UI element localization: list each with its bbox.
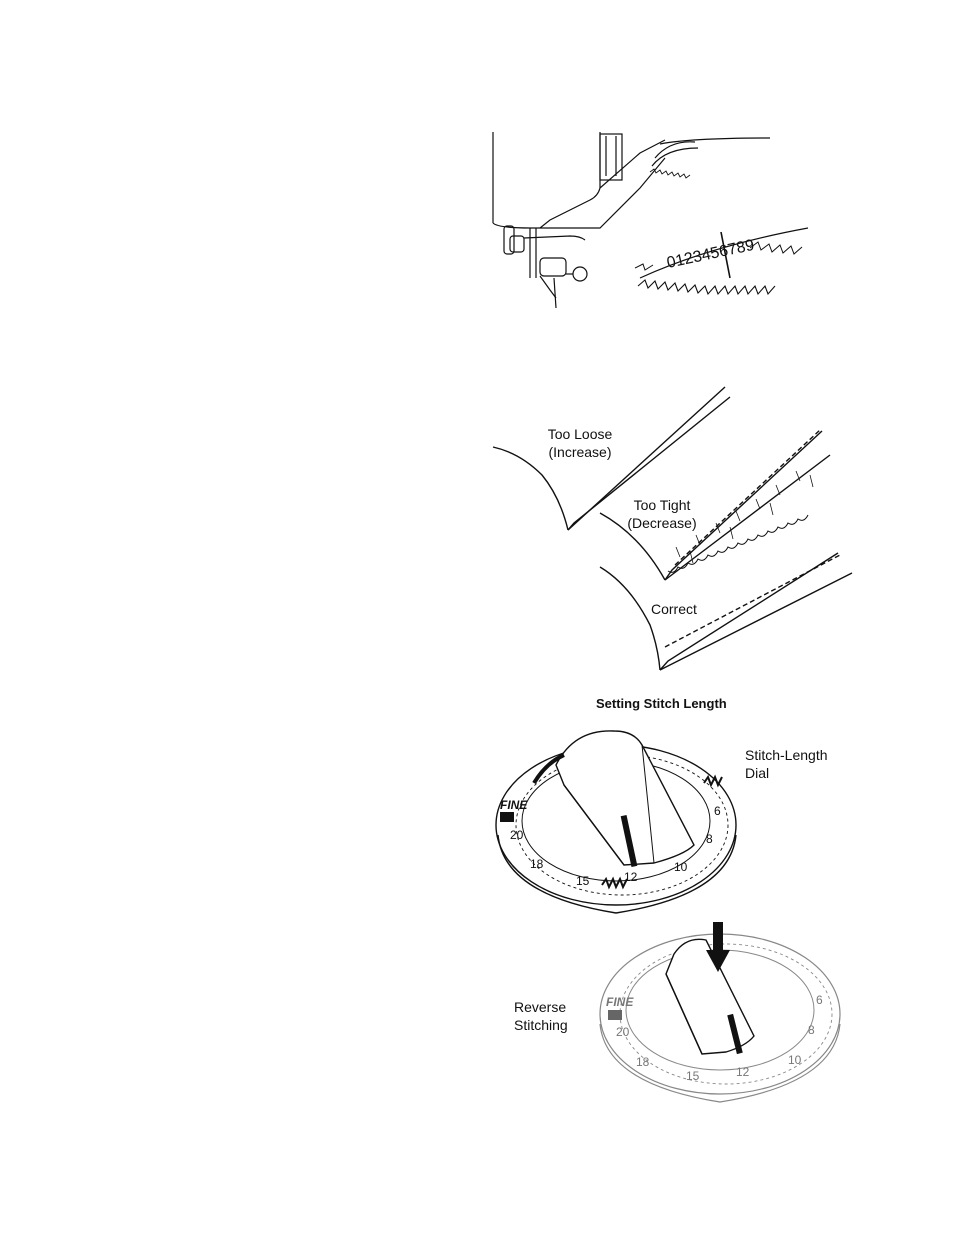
too-loose-label: Too Loose (Increase) xyxy=(547,426,613,460)
marking-18: 18 xyxy=(530,857,544,871)
marking-12: 12 xyxy=(736,1065,750,1079)
marking-15: 15 xyxy=(686,1069,700,1083)
marking-15: 15 xyxy=(576,874,590,888)
reverse-stitching-label: Reverse Stitching xyxy=(514,999,568,1033)
correct-label: Correct xyxy=(651,601,697,617)
marking-8: 8 xyxy=(706,832,713,846)
marking-10: 10 xyxy=(674,860,688,874)
reverse-stitching-dial xyxy=(596,918,842,1104)
marking-20: 20 xyxy=(510,828,524,842)
marking-6: 6 xyxy=(816,993,823,1007)
marking-6: 6 xyxy=(714,804,721,818)
fine-marking: FINE xyxy=(500,798,528,812)
marking-10: 10 xyxy=(788,1053,802,1067)
marking-18: 18 xyxy=(636,1055,650,1069)
stitch-length-dial xyxy=(494,725,744,915)
tension-dial-numbers: 0123456789 xyxy=(665,236,756,272)
fine-marking: FINE xyxy=(606,995,634,1009)
marking-20: 20 xyxy=(616,1025,630,1039)
marking-12: 12 xyxy=(624,870,638,884)
marking-8: 8 xyxy=(808,1023,815,1037)
tension-dial-illustration xyxy=(490,128,820,310)
too-tight-label: Too Tight (Decrease) xyxy=(627,497,697,531)
stitch-length-dial-label: Stitch-Length Dial xyxy=(745,747,828,781)
figure-caption: Setting Stitch Length xyxy=(596,696,727,711)
